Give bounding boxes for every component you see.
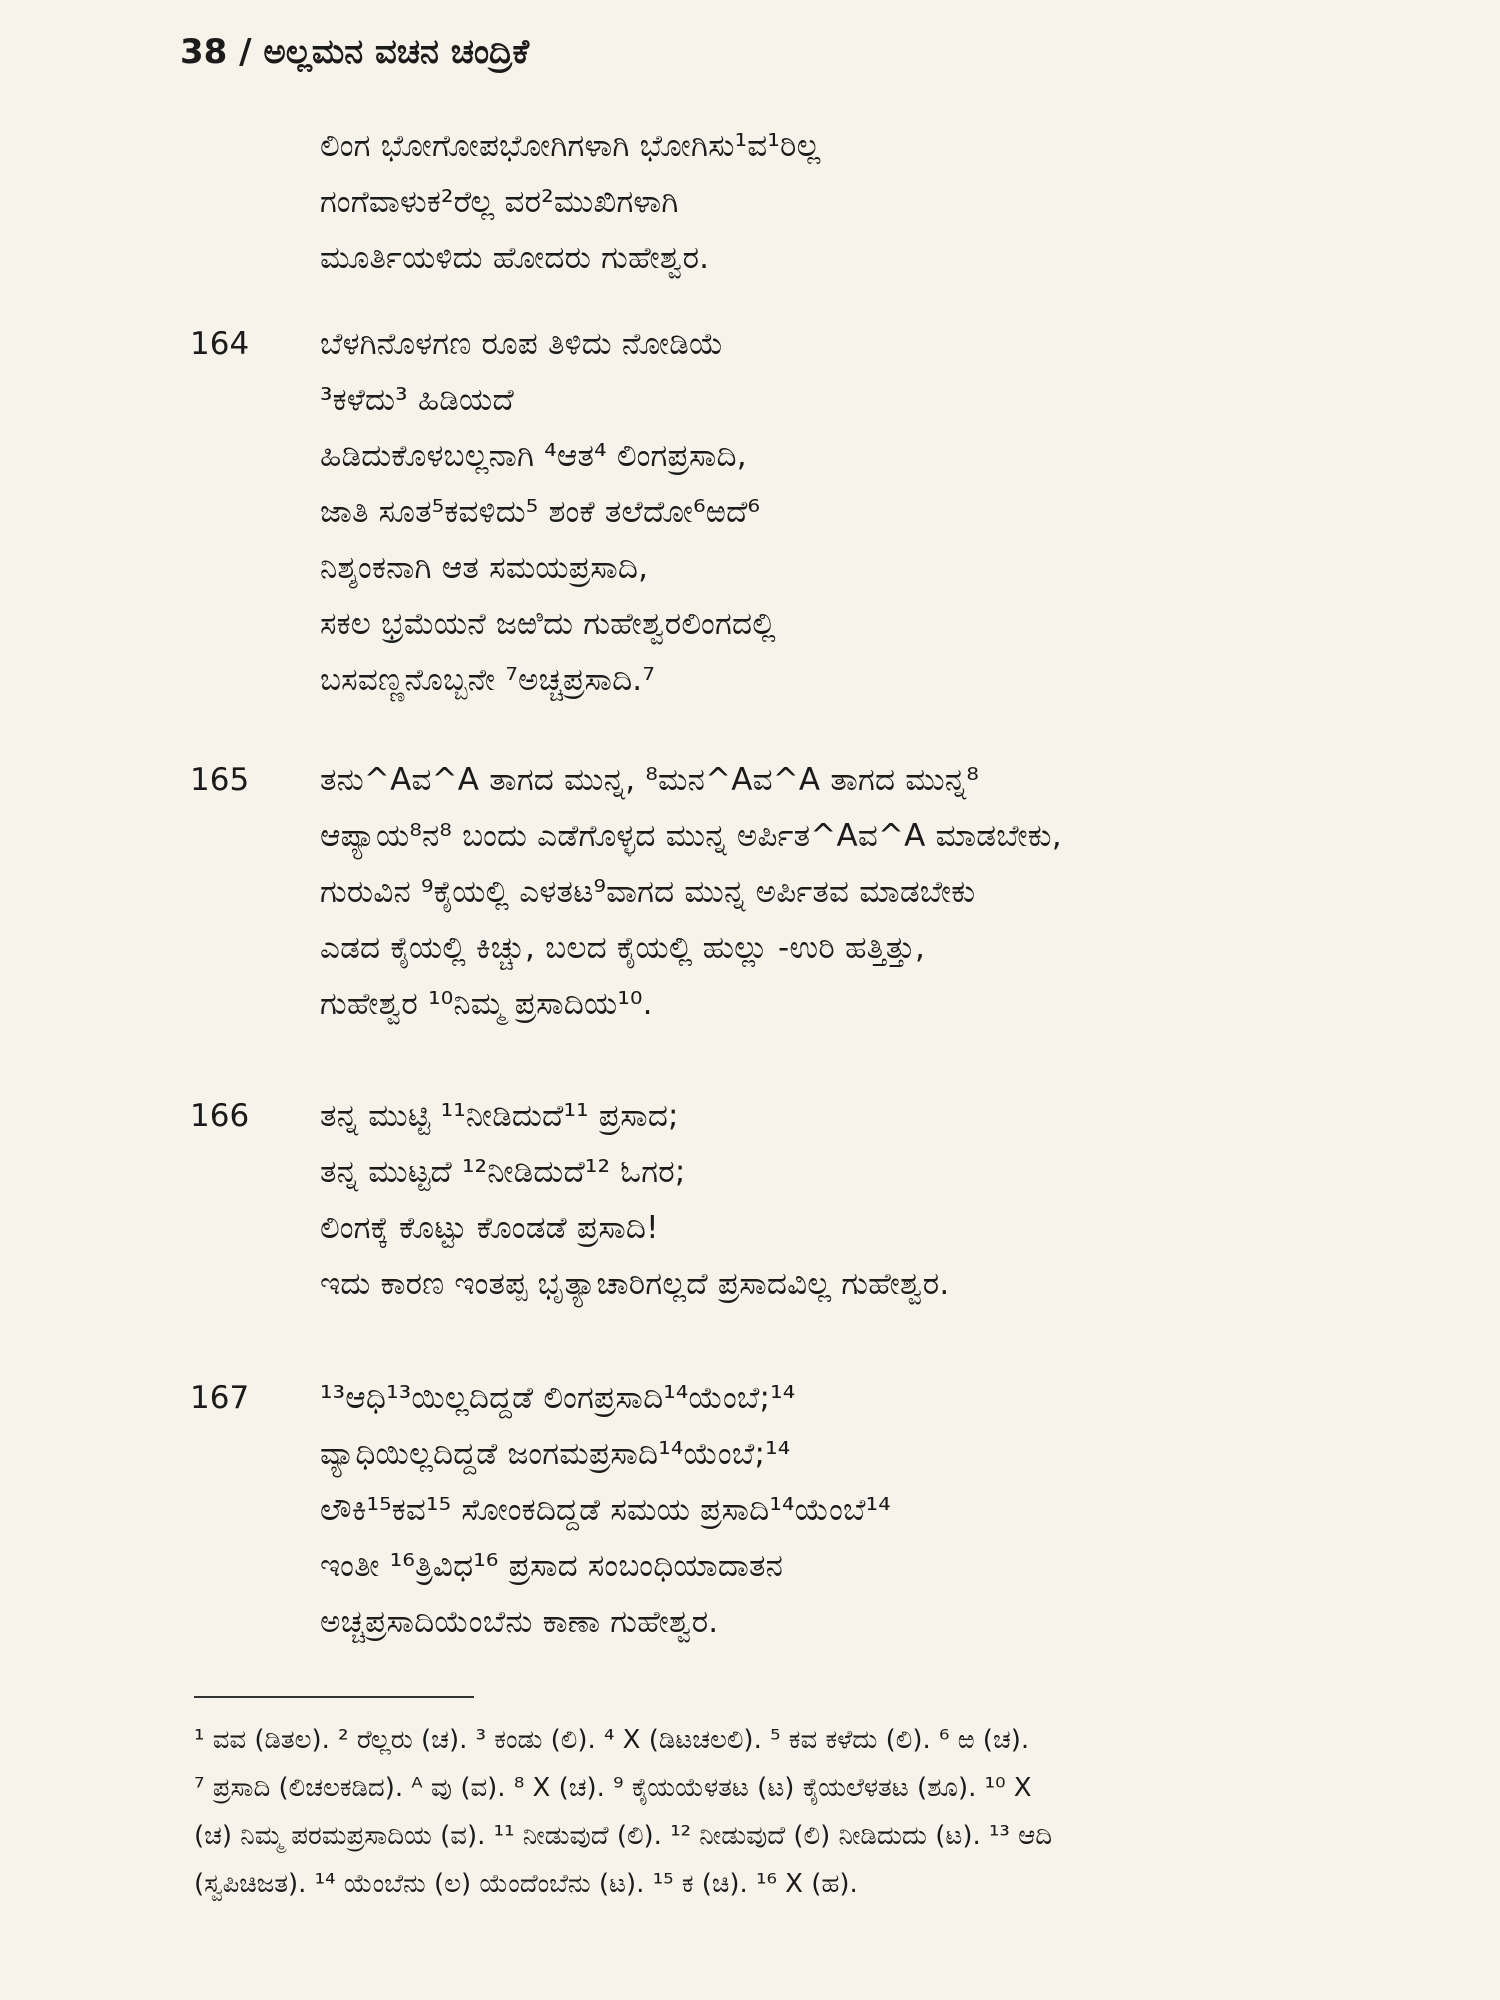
verse-line: ³ಕಳೆದು³ ಹಿಡಿಯದೆ bbox=[320, 382, 514, 418]
verse-line: ತನು^Aವ^A ತಾಗದ ಮುನ್ನ, ⁸ಮನ^Aವ^A ತಾಗದ ಮುನ್ನ⁸ bbox=[320, 762, 980, 798]
verse-line: ¹³ಆಧಿ¹³ಯಿಲ್ಲದಿದ್ದಡೆ ಲಿಂಗಪ್ರಸಾದಿ¹⁴ಯೆಂಬೆ;¹⁴ bbox=[320, 1380, 796, 1416]
footnote-line: ⁷ ಪ್ರಸಾದಿ (ಲಿಚಲಕಡಿದ). ᴬ ವು (ವ). ⁸ X (ಚ). ⁹ ಕೈಯಯೆಳತಟ (ಟ) ಕೈಯಲೆಳತಟ (ಶೂ). ¹⁰ X bbox=[194, 1773, 1032, 1803]
vachana-number: 167 bbox=[190, 1380, 250, 1416]
verse-line: ಲಿಂಗ ಭೋಗೋಪಭೋಗಿಗಳಾಗಿ ಭೋಗಿಸು¹ವ¹ರಿಲ್ಲ bbox=[320, 128, 821, 164]
verse-line: ಎಡದ ಕೈಯಲ್ಲಿ ಕಿಚ್ಚು, ಬಲದ ಕೈಯಲ್ಲಿ ಹುಲ್ಲು -ಉರಿ ಹತ್ತಿತ್ತು, bbox=[320, 930, 926, 966]
verse-line: ತನ್ನ ಮುಟ್ಟಿ ¹¹ನೀಡಿದುದೆ¹¹ ಪ್ರಸಾದ; bbox=[320, 1098, 679, 1134]
continuation-block bbox=[190, 118, 1370, 286]
footnote-divider bbox=[194, 1696, 474, 1698]
verse-line: ಗಂಗೆವಾಳುಕ²ರೆಲ್ಲ ವರ²ಮುಖಿಗಳಾಗಿ bbox=[320, 184, 679, 220]
vachana-165 bbox=[190, 752, 1370, 1032]
footnotes bbox=[194, 1716, 1324, 1908]
verse-line: ಲಿಂಗಕ್ಕೆ ಕೊಟ್ಟು ಕೊಂಡಡೆ ಪ್ರಸಾದಿ! bbox=[320, 1210, 659, 1246]
verse-line: ಲೌಕಿ¹⁵ಕವ¹⁵ ಸೋಂಕದಿದ್ದಡೆ ಸಮಯ ಪ್ರಸಾದಿ¹⁴ಯೆಂಬೆ¹⁴ bbox=[320, 1492, 891, 1528]
vachana-164 bbox=[190, 316, 1370, 708]
verse-line: ಇಂತೀ ¹⁶ತ್ರಿವಿಧ¹⁶ ಪ್ರಸಾದ ಸಂಬಂಧಿಯಾದಾತನ bbox=[320, 1548, 784, 1584]
verse-line: ನಿಶ್ಶಂಕನಾಗಿ ಆತ ಸಮಯಪ್ರಸಾದಿ, bbox=[320, 550, 649, 586]
vachana-number: 165 bbox=[190, 762, 250, 798]
verse-line: ಹಿಡಿದುಕೊಳಬಲ್ಲನಾಗಿ ⁴ಆತ⁴ ಲಿಂಗಪ್ರಸಾದಿ, bbox=[320, 438, 747, 474]
footnote-line: (ಸ್ವಪಿಚಿಜತ). ¹⁴ ಯೆಂಬೆನು (ಲ) ಯೆಂದೆಂಬೆನು (ಟ). ¹⁵ ಕ (ಚಿ). ¹⁶ X (ಹ). bbox=[194, 1869, 858, 1899]
verse-line: ಆಪ್ಯಾಯ⁸ನ⁸ ಬಂದು ಎಡೆಗೊಳ್ಳದ ಮುನ್ನ ಅರ್ಪಿತ^Aವ^A ಮಾಡಬೇಕು, bbox=[320, 818, 1062, 854]
vachana-number: 164 bbox=[190, 326, 250, 362]
vachana-166 bbox=[190, 1088, 1370, 1312]
running-header: 38 / ಅಲ್ಲಮನ ವಚನ ಚಂದ್ರಿಕೆ bbox=[180, 32, 530, 72]
verse-line: ಮೂರ್ತಿಯಳಿದು ಹೋದರು ಗುಹೇಶ್ವರ. bbox=[320, 240, 710, 276]
verse-line: ಬಸವಣ್ಣನೊಬ್ಬನೇ ⁷ಅಚ್ಚಪ್ರಸಾದಿ.⁷ bbox=[320, 662, 655, 698]
footnote-line: (ಚ) ನಿಮ್ಮ ಪರಮಪ್ರಸಾದಿಯ (ವ). ¹¹ ನೀಡುವುದೆ (ಲಿ). ¹² ನೀಡುವುದೆ (ಲಿ) ನೀಡಿದುದು (ಟ). ¹³ ಆದಿ bbox=[194, 1821, 1053, 1851]
verse-line: ಸಕಲ ಭ್ರಮೆಯನೆ ಜಱಿದು ಗುಹೇಶ್ವರಲಿಂಗದಲ್ಲಿ bbox=[320, 606, 776, 642]
verse-line: ಗುಹೇಶ್ವರ ¹⁰ನಿಮ್ಮ ಪ್ರಸಾದಿಯ¹⁰. bbox=[320, 986, 653, 1022]
vachana-167 bbox=[190, 1370, 1370, 1650]
vachana-number: 166 bbox=[190, 1098, 250, 1134]
verse-line: ಇದು ಕಾರಣ ಇಂತಪ್ಪ ಭೃತ್ಯಾಚಾರಿಗಲ್ಲದೆ ಪ್ರಸಾದವಿಲ್ಲ ಗುಹೇಶ್ವರ. bbox=[320, 1266, 950, 1302]
verse-line: ಜಾತಿ ಸೂತ⁵ಕವಳಿದು⁵ ಶಂಕೆ ತಲೆದೋ⁶ಱದೆ⁶ bbox=[320, 494, 761, 530]
verse-line: ಬೆಳಗಿನೊಳಗಣ ರೂಪ ತಿಳಿದು ನೋಡಿಯೆ bbox=[320, 326, 724, 362]
verse-line: ಅಚ್ಚಪ್ರಸಾದಿಯೆಂಬೆನು ಕಾಣಾ ಗುಹೇಶ್ವರ. bbox=[320, 1604, 719, 1640]
verse-line: ವ್ಯಾಧಿಯಿಲ್ಲದಿದ್ದಡೆ ಜಂಗಮಪ್ರಸಾದಿ¹⁴ಯೆಂಬೆ;¹⁴ bbox=[320, 1436, 791, 1472]
footnote-line: ¹ ವವ (ಡಿತಲ). ² ರೆಲ್ಲರು (ಚ). ³ ಕಂಡು (ಲಿ). ⁴ X (ಡಿಟಚಲಲಿ). ⁵ ಕವ ಕಳೆದು (ಲಿ). ⁶ ಱ (ಚ). bbox=[194, 1725, 1030, 1755]
verse-line: ಗುರುವಿನ ⁹ಕೈಯಲ್ಲಿ ಎಳತಟ⁹ವಾಗದ ಮುನ್ನ ಅರ್ಪಿತವ ಮಾಡಬೇಕು bbox=[320, 874, 976, 910]
verse-line: ತನ್ನ ಮುಟ್ಟದೆ ¹²ನೀಡಿದುದೆ¹² ಓಗರ; bbox=[320, 1154, 686, 1190]
